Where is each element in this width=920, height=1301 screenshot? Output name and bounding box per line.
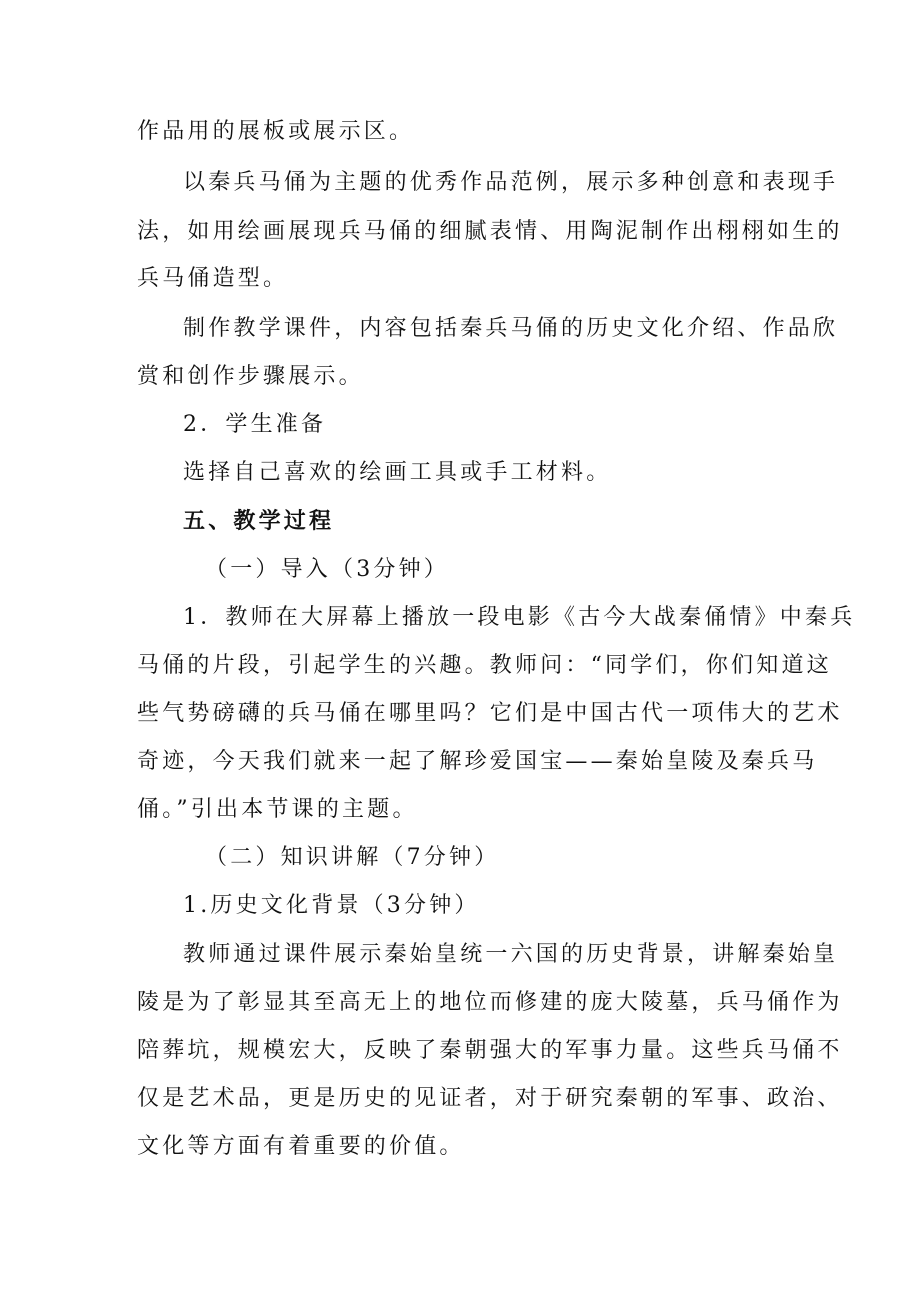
text-line: 兵马俑造型。 (137, 266, 289, 291)
text-line: 奇迹，今天我们就来一起了解珍爱国宝——秦始皇陵及秦兵马 (137, 749, 818, 774)
text-line: 仅是艺术品，更是历史的见证者，对于研究秦朝的军事、政治、 (137, 1086, 843, 1111)
text-line: 俑。”引出本节课的主题。 (137, 797, 418, 822)
text-line: 陪葬坑，规模宏大，反映了秦朝强大的军事力量。这些兵马俑不 (137, 1038, 843, 1063)
text-line: 些气势磅礴的兵马俑在哪里吗？它们是中国古代一项伟大的艺术 (137, 701, 843, 726)
section-heading: 五、教学过程 (183, 509, 335, 534)
text-line: 制作教学课件，内容包括秦兵马俑的历史文化介绍、作品欣 (183, 316, 839, 341)
text-line: 教师通过课件展示秦始皇统一六国的历史背景，讲解秦始皇 (183, 942, 839, 967)
text-line: 文化等方面有着重要的价值。 (137, 1134, 465, 1159)
text-line: 1．教师在大屏幕上播放一段电影《古今大战秦俑情》中秦兵 (183, 605, 856, 630)
text-line: 选择自己喜欢的绘画工具或手工材料。 (183, 460, 612, 485)
subheading: 2．学生准备 (183, 412, 327, 437)
subsection-heading: （二）知识讲解（7分钟） (205, 845, 500, 870)
subsection-heading: （一）导入（3分钟） (205, 557, 449, 582)
text-line: 作品用的展板或展示区。 (137, 119, 415, 144)
text-line: 以秦兵马俑为主题的优秀作品范例，展示多种创意和表现手 (183, 170, 839, 195)
text-line: 赏和创作步骤展示。 (137, 364, 364, 389)
text-line: 马俑的片段，引起学生的兴趣。教师问：“同学们，你们知道这 (137, 653, 832, 678)
text-line: 陵是为了彰显其至高无上的地位而修建的庞大陵墓，兵马俑作为 (137, 990, 843, 1015)
subheading: 1.历史文化背景（3分钟） (183, 893, 480, 918)
text-line: 法，如用绘画展现兵马俑的细腻表情、用陶泥制作出栩栩如生的 (137, 219, 843, 244)
